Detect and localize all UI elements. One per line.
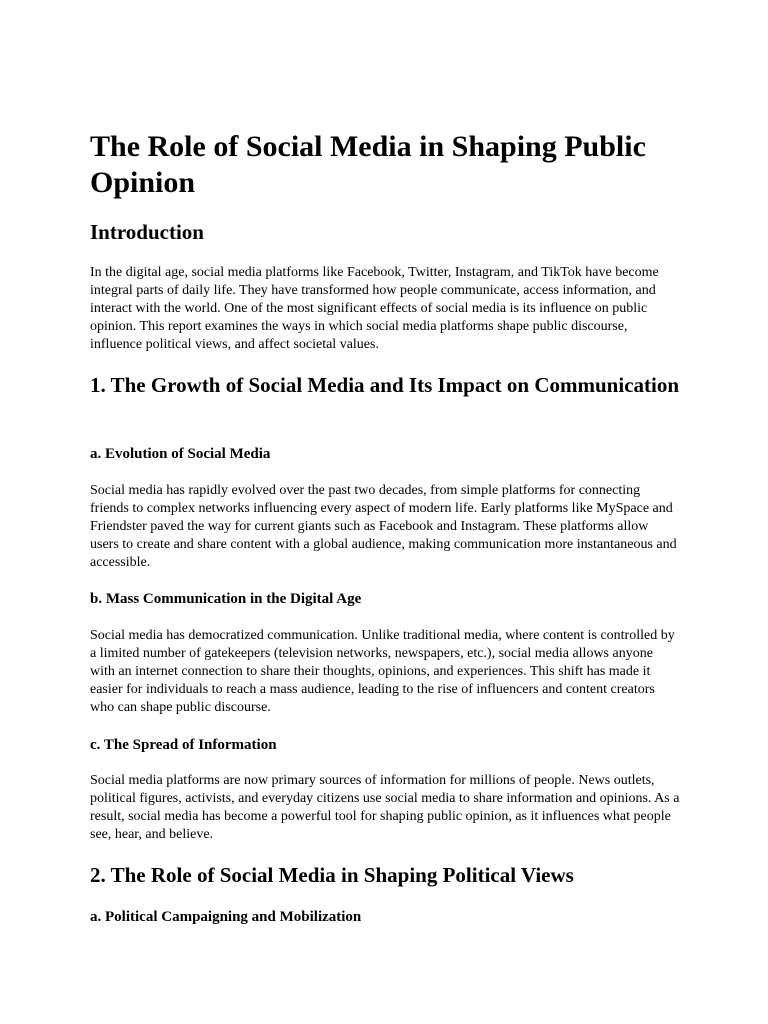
document-title: The Role of Social Media in Shaping Public Opinion bbox=[90, 130, 646, 199]
section-2-heading: 2. The Role of Social Media in Shaping Political Views bbox=[90, 863, 574, 887]
section-1c-heading: c. The Spread of Information bbox=[90, 737, 277, 753]
section-1a-heading: a. Evolution of Social Media bbox=[90, 446, 271, 462]
intro-heading: Introduction bbox=[90, 220, 204, 244]
section-1c-paragraph: Social media platforms are now primary sources of information for millions of people. News outlets, political figures, activists, and everyday citizens use social media to share information and opinions. As a result, social media has become a powerful tool for shaping public opinion, as it influences what people see, hear, and believe. bbox=[90, 773, 680, 842]
section-1-heading: 1. The Growth of Social Media and Its Impact on Communication bbox=[90, 373, 680, 397]
section-2a-heading: a. Political Campaigning and Mobilization bbox=[90, 909, 362, 925]
intro-paragraph: In the digital age, social media platforms like Facebook, Twitter, Instagram, and TikTok have become integral parts of daily life. They have transformed how people communicate, access information, and interact with the world. One of the most significant effects of social media is its influence on public opinion. This report examines the ways in which social media platforms shape public discourse, influence political views, and affect societal values. bbox=[90, 265, 659, 352]
section-1b-heading: b. Mass Communication in the Digital Age bbox=[90, 591, 362, 607]
section-1a-paragraph: Social media has rapidly evolved over the past two decades, from simple platforms for connecting friends to complex networks influencing every aspect of modern life. Early platforms like MySpace and Friendster paved the way for current giants such as Facebook and Instagram. These platforms allow users to create and share content with a global audience, making communication more instantaneous and accessible. bbox=[90, 483, 677, 570]
section-1b-paragraph: Social media has democratized communication. Unlike traditional media, where content is controlled by a limited number of gatekeepers (television networks, newspapers, etc.), social media allows anyone with an internet connection to share their thoughts, opinions, and experiences. This shift has made it easier for individuals to reach a mass audience, leading to the rise of influencers and content creators who can shape public discourse. bbox=[90, 628, 675, 715]
